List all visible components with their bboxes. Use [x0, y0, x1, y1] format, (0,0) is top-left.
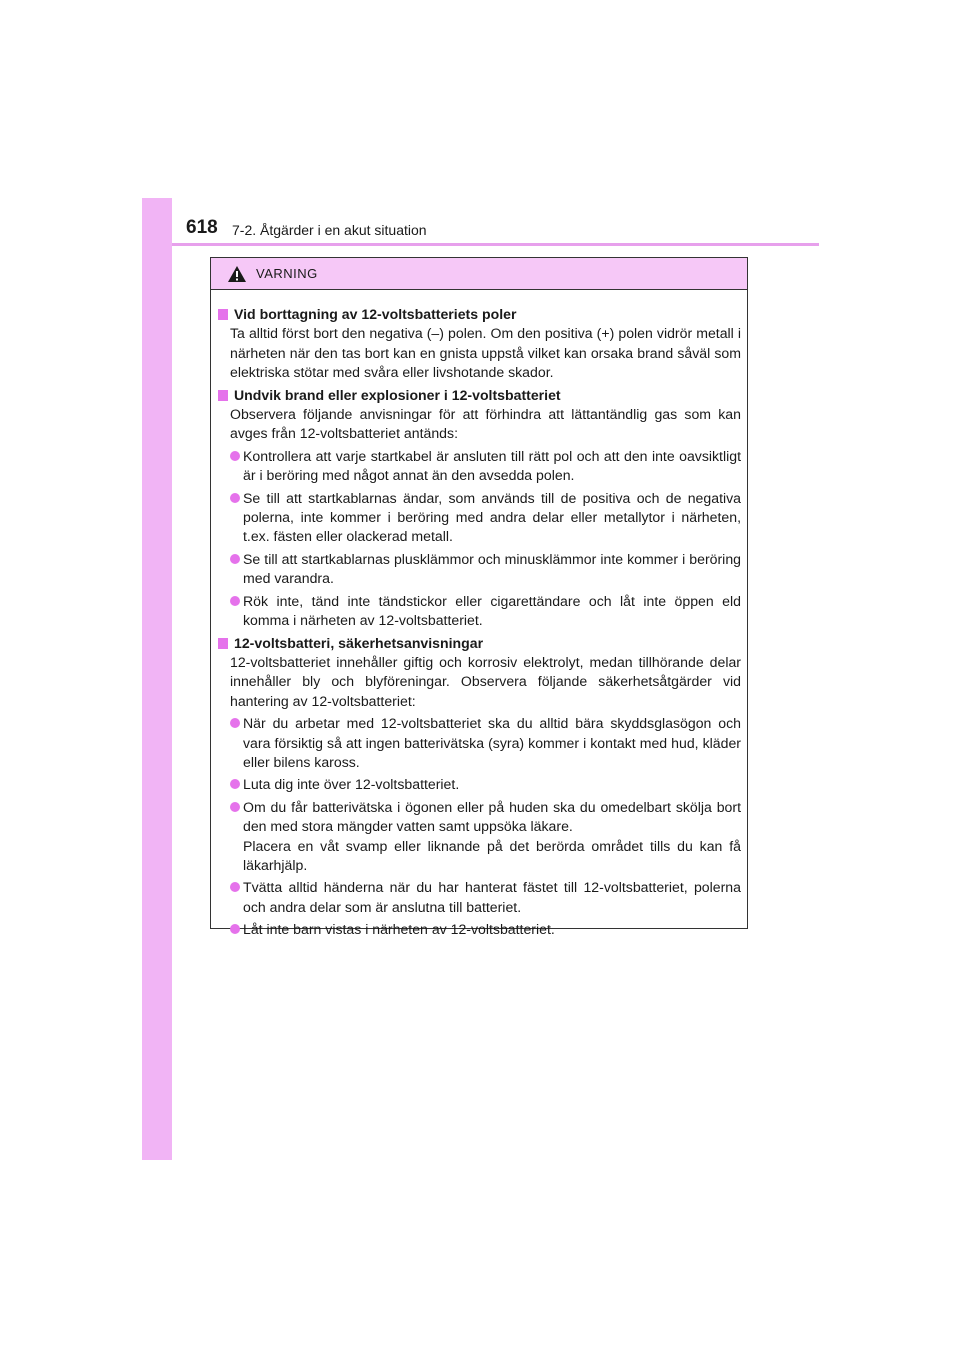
list-item	[230, 489, 741, 547]
list-item	[230, 798, 741, 876]
list-item	[230, 775, 741, 794]
list-item-text: Luta dig inte över 12-voltsbatteriet.	[243, 776, 460, 793]
list-item-text: Rök inte, tänd inte tändstickor eller cigarettändare och låt inte öppen eld komma i närheten av 12-voltsbatteriet.	[243, 592, 741, 629]
section-heading-text: Vid borttagning av 12-voltsbatteriets poler	[234, 306, 517, 322]
section-title: 7-2. Åtgärder i en akut situation	[232, 222, 427, 238]
round-bullet-icon	[230, 596, 240, 606]
list-item-text: Låt inte barn vistas i närheten av 12-voltsbatteriet.	[243, 921, 555, 938]
list-item	[230, 592, 741, 631]
round-bullet-icon	[230, 802, 240, 812]
round-bullet-icon	[230, 554, 240, 564]
list-item-text: Tvätta alltid händerna när du har hanterat fästet till 12-voltsbatteriet, polerna och andra delar som är anslutna till batteriet.	[243, 879, 741, 915]
list-item-text: När du arbetar med 12-voltsbatteriet ska du alltid bära skyddsglasögon och vara försiktig så att ingen batterivätska (syra) kommer i kontakt med hud, kläder eller bilens kaross.	[243, 715, 741, 770]
header-rule	[172, 243, 819, 246]
section-heading-text: Undvik brand eller explosioner i 12-voltsbatteriet	[234, 386, 561, 403]
list-item-text: Se till att startkablarnas ändar, som används till de positiva och de negativa polerna, inte kommer i beröring med andra delar eller metallytor i närheten, t.ex. fästen eller olackerad metall.	[243, 489, 741, 545]
list-item	[230, 447, 741, 486]
square-bullet-icon	[218, 309, 228, 320]
list-item-text: Kontrollera att varje startkabel är ansluten till rätt pol och att den inte oavsiktligt är i beröring med något annat än den avsedda polen.	[243, 447, 741, 484]
list-item-text: Om du får batterivätska i ögonen eller på huden ska du omedelbart skölja bort den med stora mängder vatten samt uppsöka läkare. Placera en våt svamp eller liknande på det berörda området tills du kan få läkarhjälp.	[243, 798, 741, 873]
warning-body	[211, 290, 747, 940]
section-paragraph: Observera följande anvisningar för att förhindra att lättantändlig gas som kan avges från 12-voltsbatteriet antänds:	[230, 406, 741, 442]
list-item	[230, 550, 741, 589]
round-bullet-icon	[230, 779, 240, 789]
warning-box	[210, 257, 748, 938]
list-item	[230, 920, 741, 939]
section-paragraph: Ta alltid först bort den negativa (–) polen. Om den positiva (+) polen vidrör metall i närheten när den tas bort kan en gnista uppstå vilket kan orsaka brand såväl som elektriska stötar med svåra eller livshotande skador.	[230, 325, 741, 381]
list-item	[230, 714, 741, 772]
round-bullet-icon	[230, 493, 240, 503]
warning-section	[218, 386, 741, 631]
section-heading	[218, 634, 741, 653]
square-bullet-icon	[218, 390, 228, 401]
section-heading	[218, 386, 741, 405]
section-heading	[218, 305, 741, 324]
round-bullet-icon	[230, 451, 240, 461]
section-paragraph: 12-voltsbatteriet innehåller giftig och korrosiv elektrolyt, medan tillhörande delar innehåller bly och blyföreningar. Observera följande säkerhetsåtgärder vid hantering av 12-voltsbatteriet:	[230, 653, 741, 709]
page-number: 618	[186, 217, 218, 238]
square-bullet-icon	[218, 638, 228, 649]
side-tab-strip	[142, 198, 172, 1160]
round-bullet-icon	[230, 882, 240, 892]
round-bullet-icon	[230, 924, 240, 934]
warning-section	[218, 305, 741, 383]
round-bullet-icon	[230, 718, 240, 728]
list-item-text: Se till att startkablarnas plusklämmor och minusklämmor inte kommer i beröring med varandra.	[243, 550, 741, 587]
list-item	[230, 878, 741, 917]
warning-section	[218, 634, 741, 940]
warning-header	[211, 258, 747, 290]
warning-label: VARNING	[256, 266, 318, 281]
warning-triangle-icon	[227, 265, 247, 283]
section-heading-text: 12-voltsbatteri, säkerhetsanvisningar	[234, 634, 484, 651]
